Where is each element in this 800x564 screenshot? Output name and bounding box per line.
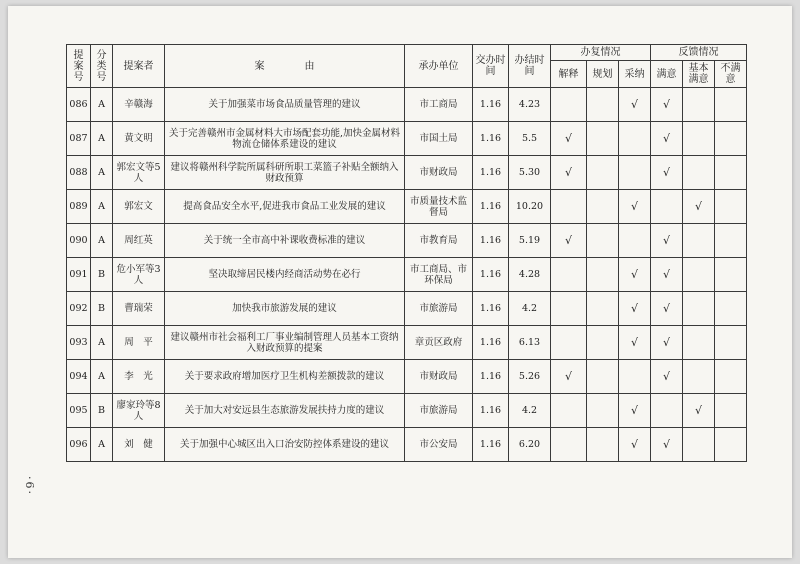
cell-unit: 市工商局、市环保局 xyxy=(405,258,473,292)
cell-feedback-basic xyxy=(683,224,715,258)
cell-category: A xyxy=(91,122,113,156)
cell-feedback-satisfied: √ xyxy=(651,360,683,394)
cell-unit: 章贡区政府 xyxy=(405,326,473,360)
header-finish-time: 办结时间 xyxy=(509,45,551,88)
cell-reply-plan xyxy=(587,190,619,224)
cell-reply-adopt: √ xyxy=(619,326,651,360)
cell-reply-adopt: √ xyxy=(619,88,651,122)
cell-unit: 市旅游局 xyxy=(405,292,473,326)
cell-feedback-unsatisfied xyxy=(715,122,747,156)
cell-proposal-no: 091 xyxy=(67,258,91,292)
cell-reason: 关于完善赣州市金属材料大市场配套功能,加快金属材料物流仓储体系建设的建议 xyxy=(165,122,405,156)
cell-reason: 提高食品安全水平,促进我市食品工业发展的建议 xyxy=(165,190,405,224)
cell-proposer: 危小军等3人 xyxy=(113,258,165,292)
cell-proposal-no: 088 xyxy=(67,156,91,190)
cell-feedback-basic xyxy=(683,258,715,292)
table-row xyxy=(67,292,747,326)
cell-finish-time: 4.2 xyxy=(509,292,551,326)
cell-finish-time: 6.13 xyxy=(509,326,551,360)
cell-feedback-basic xyxy=(683,292,715,326)
cell-reply-explain xyxy=(551,326,587,360)
cell-reply-explain xyxy=(551,394,587,428)
cell-feedback-unsatisfied xyxy=(715,258,747,292)
cell-feedback-unsatisfied xyxy=(715,156,747,190)
cell-reply-adopt: √ xyxy=(619,190,651,224)
header-feedback-group: 反馈情况 xyxy=(651,45,747,61)
cell-feedback-basic xyxy=(683,88,715,122)
cell-finish-time: 6.20 xyxy=(509,428,551,462)
table-row xyxy=(67,394,747,428)
cell-feedback-satisfied: √ xyxy=(651,88,683,122)
cell-reply-adopt xyxy=(619,224,651,258)
cell-feedback-basic: √ xyxy=(683,394,715,428)
cell-finish-time: 5.5 xyxy=(509,122,551,156)
cell-feedback-unsatisfied xyxy=(715,394,747,428)
cell-feedback-unsatisfied xyxy=(715,292,747,326)
cell-category: A xyxy=(91,326,113,360)
cell-feedback-unsatisfied xyxy=(715,224,747,258)
proposal-table xyxy=(66,44,747,462)
cell-feedback-unsatisfied xyxy=(715,360,747,394)
header-reply-adopt: 采纳 xyxy=(619,61,651,88)
document-page xyxy=(8,6,792,558)
cell-reply-adopt: √ xyxy=(619,292,651,326)
table-row xyxy=(67,88,747,122)
cell-category: A xyxy=(91,156,113,190)
cell-feedback-satisfied xyxy=(651,394,683,428)
cell-feedback-satisfied: √ xyxy=(651,428,683,462)
cell-proposer: 周 平 xyxy=(113,326,165,360)
cell-feedback-satisfied: √ xyxy=(651,224,683,258)
header-feedback-basic: 基本满意 xyxy=(683,61,715,88)
cell-unit: 市质量技术监督局 xyxy=(405,190,473,224)
cell-proposer: 周红英 xyxy=(113,224,165,258)
header-category: 分类号 xyxy=(91,45,113,88)
header-reply-group: 办复情况 xyxy=(551,45,651,61)
cell-proposal-no: 096 xyxy=(67,428,91,462)
header-reply-explain: 解释 xyxy=(551,61,587,88)
cell-feedback-basic xyxy=(683,156,715,190)
cell-proposal-no: 094 xyxy=(67,360,91,394)
cell-reply-adopt xyxy=(619,122,651,156)
cell-unit: 市教育局 xyxy=(405,224,473,258)
cell-feedback-unsatisfied xyxy=(715,326,747,360)
cell-reply-plan xyxy=(587,88,619,122)
cell-reply-plan xyxy=(587,122,619,156)
table-row xyxy=(67,428,747,462)
cell-feedback-satisfied: √ xyxy=(651,258,683,292)
cell-proposal-no: 093 xyxy=(67,326,91,360)
cell-reply-plan xyxy=(587,224,619,258)
cell-category: A xyxy=(91,360,113,394)
cell-proposal-no: 095 xyxy=(67,394,91,428)
table-row xyxy=(67,326,747,360)
cell-finish-time: 5.30 xyxy=(509,156,551,190)
cell-category: B xyxy=(91,258,113,292)
cell-feedback-unsatisfied xyxy=(715,428,747,462)
cell-reply-plan xyxy=(587,258,619,292)
cell-handover-time: 1.16 xyxy=(473,326,509,360)
header-feedback-unsatisfied: 不满意 xyxy=(715,61,747,88)
table-row xyxy=(67,156,747,190)
cell-reply-explain: √ xyxy=(551,156,587,190)
cell-feedback-basic xyxy=(683,326,715,360)
cell-category: B xyxy=(91,394,113,428)
cell-reply-plan xyxy=(587,394,619,428)
cell-proposer: 辛赣海 xyxy=(113,88,165,122)
cell-reply-adopt xyxy=(619,156,651,190)
cell-unit: 市国土局 xyxy=(405,122,473,156)
cell-unit: 市旅游局 xyxy=(405,394,473,428)
table-row xyxy=(67,190,747,224)
cell-reason: 建议赣州市社会福利工厂事业编制管理人员基本工资纳入财政预算的提案 xyxy=(165,326,405,360)
page-number: ·6· xyxy=(23,476,36,496)
cell-feedback-satisfied: √ xyxy=(651,122,683,156)
cell-handover-time: 1.16 xyxy=(473,122,509,156)
table-row xyxy=(67,122,747,156)
cell-reason: 加快我市旅游发展的建议 xyxy=(165,292,405,326)
cell-handover-time: 1.16 xyxy=(473,156,509,190)
cell-reply-plan xyxy=(587,428,619,462)
cell-reply-explain xyxy=(551,292,587,326)
cell-finish-time: 5.19 xyxy=(509,224,551,258)
cell-unit: 市财政局 xyxy=(405,156,473,190)
cell-feedback-basic xyxy=(683,360,715,394)
cell-category: A xyxy=(91,428,113,462)
cell-feedback-satisfied xyxy=(651,190,683,224)
cell-reply-adopt: √ xyxy=(619,394,651,428)
cell-reply-explain xyxy=(551,88,587,122)
cell-reply-adopt xyxy=(619,360,651,394)
cell-feedback-unsatisfied xyxy=(715,88,747,122)
cell-reason: 关于加强中心城区出入口治安防控体系建设的建议 xyxy=(165,428,405,462)
cell-proposer: 廖家玲等8人 xyxy=(113,394,165,428)
cell-unit: 市财政局 xyxy=(405,360,473,394)
cell-reply-adopt: √ xyxy=(619,428,651,462)
header-proposer: 提案者 xyxy=(113,45,165,88)
cell-reply-explain xyxy=(551,190,587,224)
header-reason: 案 由 xyxy=(165,45,405,88)
cell-reason: 建议将赣州科学院所属科研所职工菜篮子补贴全额纳入财政预算 xyxy=(165,156,405,190)
cell-proposer: 曹瑞荣 xyxy=(113,292,165,326)
cell-handover-time: 1.16 xyxy=(473,190,509,224)
cell-category: A xyxy=(91,88,113,122)
cell-proposal-no: 089 xyxy=(67,190,91,224)
cell-handover-time: 1.16 xyxy=(473,394,509,428)
cell-unit: 市工商局 xyxy=(405,88,473,122)
cell-finish-time: 10.20 xyxy=(509,190,551,224)
cell-reply-explain: √ xyxy=(551,224,587,258)
cell-reply-plan xyxy=(587,326,619,360)
cell-category: A xyxy=(91,190,113,224)
header-handover-time: 交办时间 xyxy=(473,45,509,88)
cell-feedback-basic xyxy=(683,428,715,462)
cell-reply-explain xyxy=(551,428,587,462)
cell-handover-time: 1.16 xyxy=(473,88,509,122)
cell-handover-time: 1.16 xyxy=(473,428,509,462)
cell-unit: 市公安局 xyxy=(405,428,473,462)
header-unit: 承办单位 xyxy=(405,45,473,88)
cell-proposal-no: 086 xyxy=(67,88,91,122)
cell-feedback-satisfied: √ xyxy=(651,156,683,190)
cell-reason: 关于加大对安远县生态旅游发展扶持力度的建议 xyxy=(165,394,405,428)
table-row xyxy=(67,224,747,258)
cell-handover-time: 1.16 xyxy=(473,258,509,292)
cell-feedback-basic xyxy=(683,122,715,156)
cell-handover-time: 1.16 xyxy=(473,292,509,326)
cell-finish-time: 4.28 xyxy=(509,258,551,292)
cell-proposal-no: 092 xyxy=(67,292,91,326)
cell-proposal-no: 087 xyxy=(67,122,91,156)
cell-feedback-basic: √ xyxy=(683,190,715,224)
cell-proposer: 刘 健 xyxy=(113,428,165,462)
cell-finish-time: 5.26 xyxy=(509,360,551,394)
cell-proposer: 黄文明 xyxy=(113,122,165,156)
cell-finish-time: 4.2 xyxy=(509,394,551,428)
cell-reply-adopt: √ xyxy=(619,258,651,292)
cell-handover-time: 1.16 xyxy=(473,360,509,394)
cell-reply-explain: √ xyxy=(551,122,587,156)
cell-reply-explain xyxy=(551,258,587,292)
cell-finish-time: 4.23 xyxy=(509,88,551,122)
cell-proposer: 郭宏文等5人 xyxy=(113,156,165,190)
header-reply-plan: 规划 xyxy=(587,61,619,88)
cell-reply-explain: √ xyxy=(551,360,587,394)
table-row xyxy=(67,258,747,292)
header-proposal-no: 提案号 xyxy=(67,45,91,88)
cell-feedback-satisfied: √ xyxy=(651,326,683,360)
cell-reason: 关于加强菜市场食品质量管理的建议 xyxy=(165,88,405,122)
cell-proposer: 郭宏文 xyxy=(113,190,165,224)
cell-reply-plan xyxy=(587,292,619,326)
table-row xyxy=(67,360,747,394)
cell-feedback-unsatisfied xyxy=(715,190,747,224)
cell-category: B xyxy=(91,292,113,326)
cell-proposer: 李 光 xyxy=(113,360,165,394)
cell-feedback-satisfied: √ xyxy=(651,292,683,326)
cell-handover-time: 1.16 xyxy=(473,224,509,258)
cell-reason: 关于要求政府增加医疗卫生机构差额拨款的建议 xyxy=(165,360,405,394)
cell-proposal-no: 090 xyxy=(67,224,91,258)
cell-category: A xyxy=(91,224,113,258)
cell-reason: 坚决取缔居民楼内经商活动势在必行 xyxy=(165,258,405,292)
header-feedback-satisfied: 满意 xyxy=(651,61,683,88)
cell-reply-plan xyxy=(587,156,619,190)
cell-reason: 关于统一全市高中补课收费标准的建议 xyxy=(165,224,405,258)
cell-reply-plan xyxy=(587,360,619,394)
